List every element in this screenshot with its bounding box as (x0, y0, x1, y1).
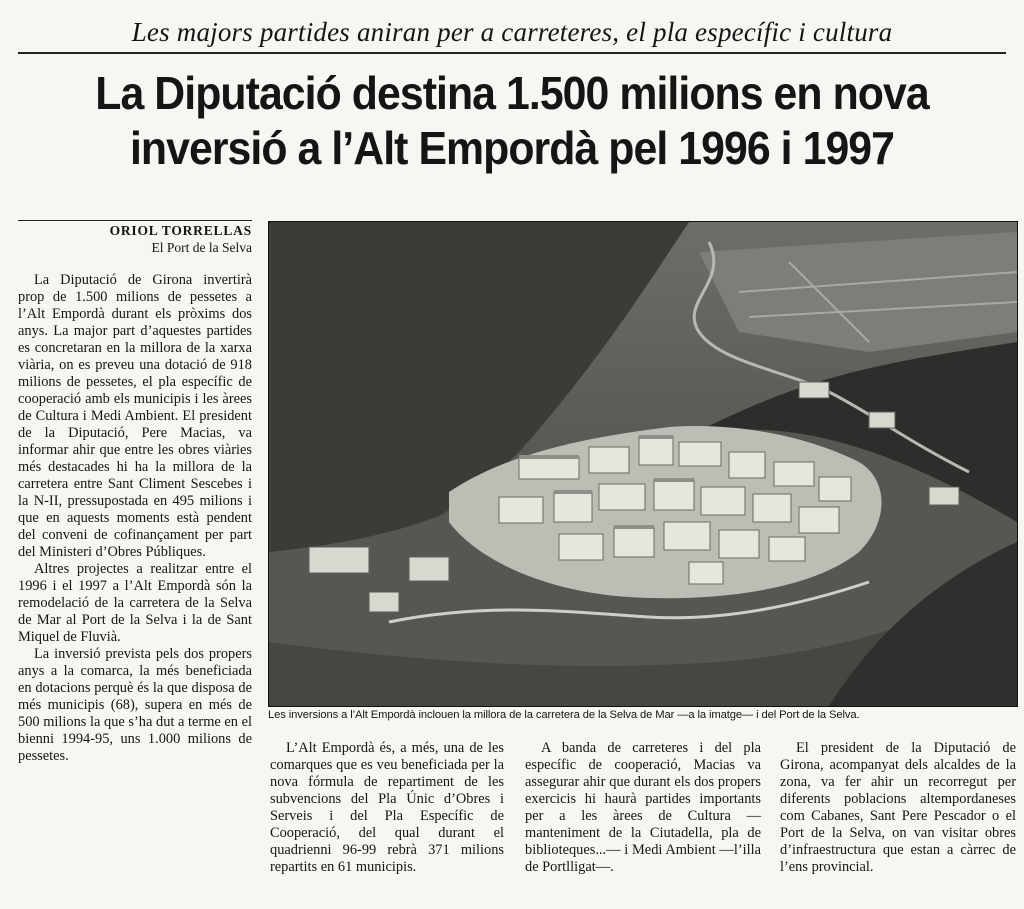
paragraph: La inversió prevista pels dos propers anys a la comarca, la més beneficiada en dotacions perquè és la que disposa de més municipis (68), supera en més de 500 milions la que s’ha dut a terme en el bienni 1994-95, uns 1.000 milions de pessetes. (18, 646, 252, 764)
byline-author: ORIOL TORRELLAS (18, 220, 252, 239)
article-column-4 (780, 740, 1016, 876)
kicker: Les majors partides aniran per a carreteres, el pla específic i cultura (18, 12, 1006, 54)
byline-location: El Port de la Selva (151, 240, 252, 255)
article-column-1 (18, 272, 252, 765)
paragraph: El president de la Diputació de Girona, acompanyat dels alcaldes de la zona, va fer ahir un recorregut per diferents poblacions altempordaneses com Cabanes, Sant Pere Pescador o el Port de la Selva, on van visitar obres d’infraestructura que estan a càrrec de l’ens provincial. (780, 740, 1016, 875)
paragraph: A banda de carreteres i del pla específic de cooperació, Macias va assegurar ahir que durant els dos propers exercicis hi haurà partides importants per a les àrees de Cultura —manteniment de la Ciutadella, pla de biblioteques...— i Medi Ambient —l’illa de Portlligat—. (525, 740, 761, 875)
paragraph: Altres projectes a realitzar entre el 1996 i el 1997 a l’Alt Empordà són la remodelació de la carretera de la Selva de Mar al Port de la Selva i la de Sant Miquel de Fluvià. (18, 561, 252, 645)
byline (18, 220, 252, 256)
paragraph: La Diputació de Girona invertirà prop de 1.500 milions de pessetes a l’Alt Empordà durant els pròxims dos anys. La major part d’aquestes partides es concretaran en la millora de la xarxa viària, on es preveu una dotació de 918 milions de pessetes, el pla específic de cooperació amb els municipis i les àrees de Cultura i Medi Ambient. El president de la Diputació, Pere Macias, va informar ahir que entre les obres viàries més destacades hi ha la millora de la carretera entre Sant Climent Sescebes i la N-II, pressupostada en 495 milions i que en aquests moments està pendent del conveni de cofinançament per part del Ministeri d’Obres Públiques. (18, 272, 252, 560)
photo-caption: Les inversions a l’Alt Empordà inclouen la millora de la carretera de la Selva de Mar —a la imatge— i del Port de la Selva. (268, 709, 860, 721)
article-column-3 (525, 740, 761, 876)
paragraph: L’Alt Empordà és, a més, una de les comarques que es veu beneficiada per la nova fórmula de repartiment de les subvencions del Pla Únic d’Obres i Serveis i del Pla Específic de Cooperació, del qual durant el quadrienni 96-99 rebrà 371 milions repartits en 61 municipis. (270, 740, 504, 875)
article-column-2 (270, 740, 504, 876)
village-photo-illustration (269, 222, 1017, 706)
headline-line-2: inversió a l’Alt Empordà pel 1996 i 1997 (129, 122, 895, 174)
headline (45, 66, 979, 176)
village-photo (268, 221, 1018, 707)
headline-line-1: La Diputació destina 1.500 milions en nova (95, 67, 929, 119)
